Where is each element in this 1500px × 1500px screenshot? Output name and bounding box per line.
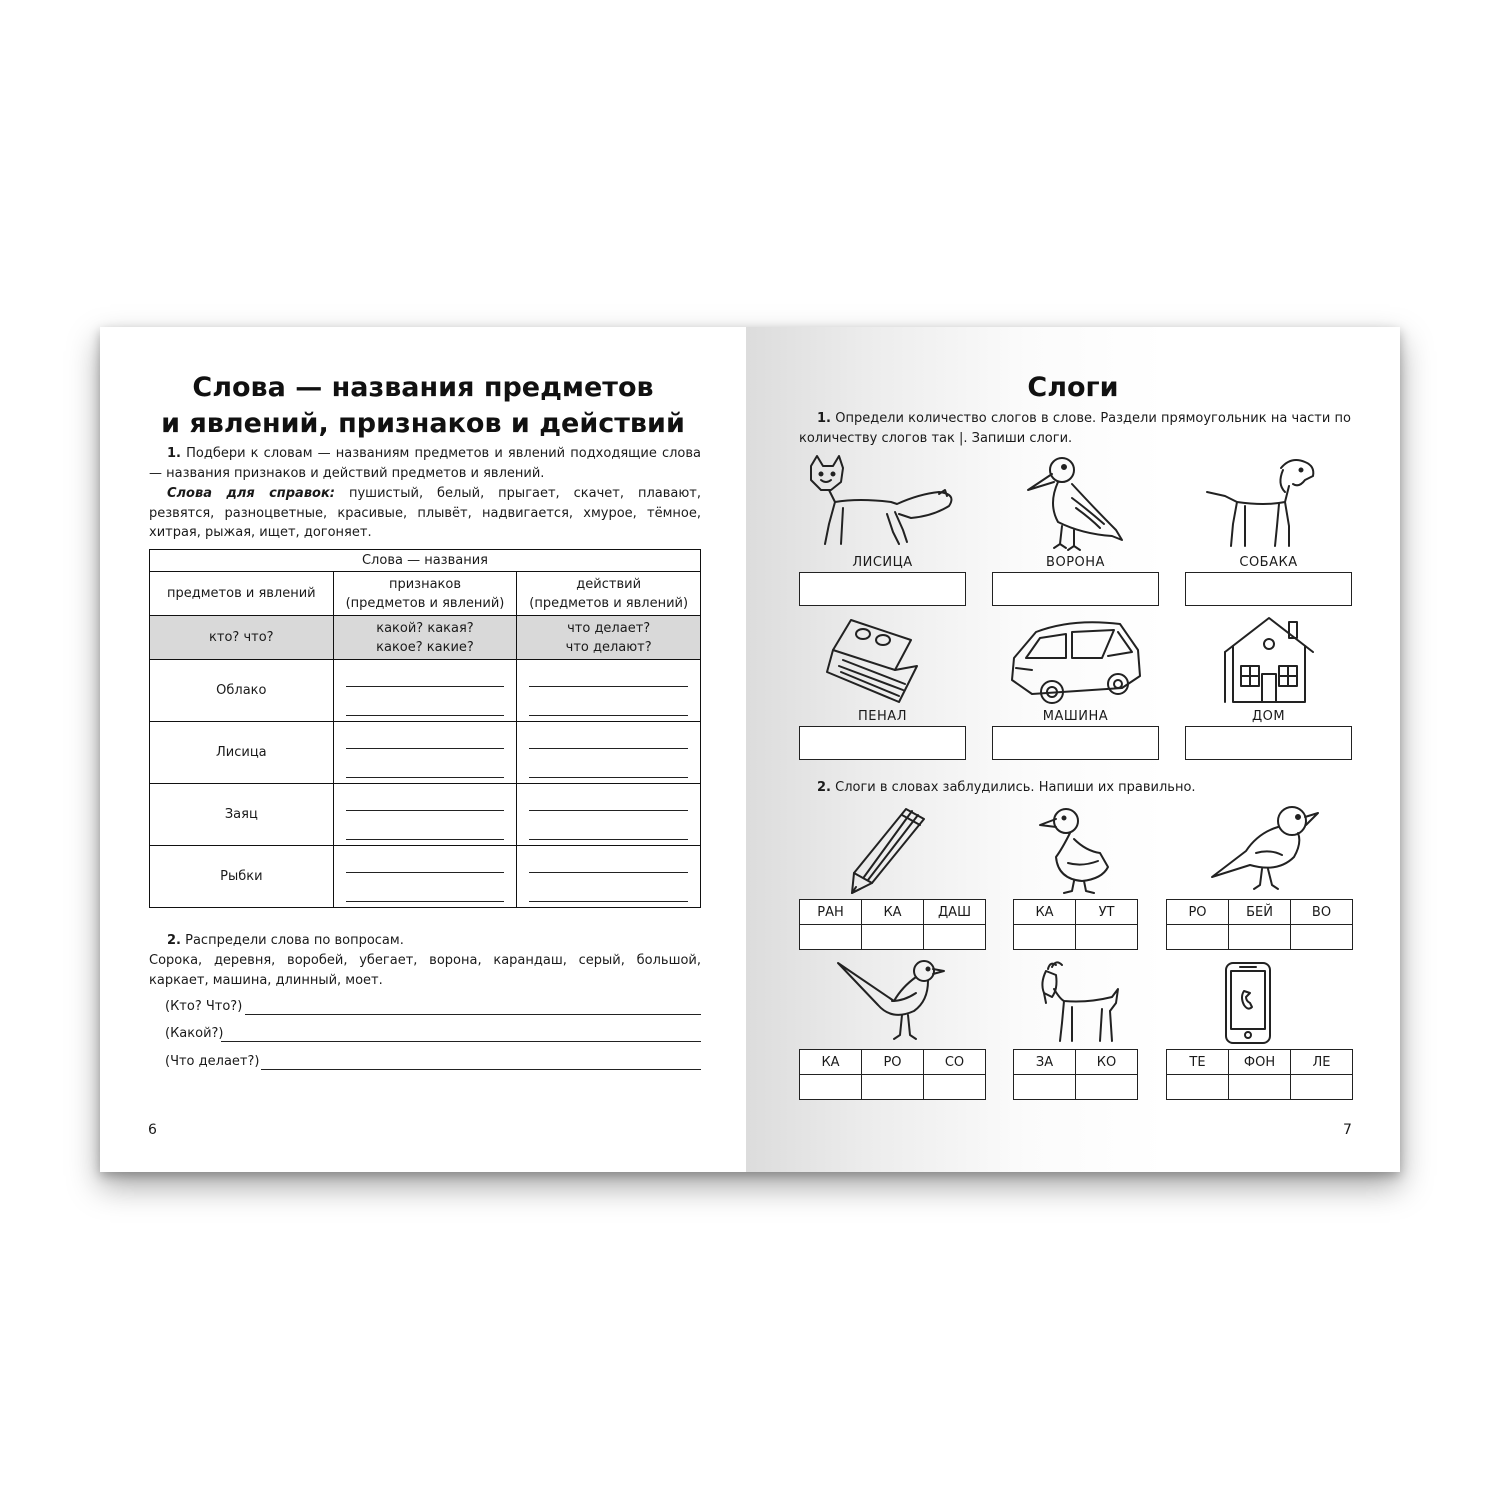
- question-cell: кто? что?: [150, 616, 334, 660]
- word-label: ПЕНАЛ: [858, 709, 907, 724]
- syllable: КА: [862, 900, 924, 925]
- question-text: что делает?: [567, 620, 651, 636]
- syllable: РАН: [800, 900, 862, 925]
- word-label: ВОРОНА: [1046, 555, 1105, 570]
- answer-cell[interactable]: [800, 1075, 862, 1100]
- word-card-pencil-case: [799, 610, 966, 760]
- answer-line-who[interactable]: [165, 999, 701, 1019]
- question-text: какой? какая?: [376, 620, 474, 636]
- page-title: [100, 370, 746, 442]
- answer-rule[interactable]: [245, 1014, 701, 1015]
- word-label: ЛИСИЦА: [852, 555, 913, 570]
- pencil-icon: [842, 805, 942, 897]
- header-subtext: (предметов и явлений): [529, 595, 689, 611]
- row-word: Заяц: [150, 784, 334, 846]
- table-row: [150, 846, 701, 908]
- task-text: Распредели слова по вопросам.: [185, 933, 404, 948]
- syllable: РО: [1167, 900, 1229, 925]
- answer-rule[interactable]: [221, 1041, 701, 1042]
- row-word: Облако: [150, 660, 334, 722]
- syllable: КА: [1014, 900, 1076, 925]
- task-text: Подбери к словам — названиям предметов и явлений подходящие слова — названия признаков и действий предметов и явлений.: [149, 446, 701, 481]
- goat-icon: [1030, 959, 1130, 1049]
- answer-cell[interactable]: [517, 846, 701, 908]
- syllable-grid-goat: [1013, 1049, 1138, 1100]
- task-number: 1.: [817, 411, 831, 426]
- reference-label: Слова для справок:: [167, 486, 336, 501]
- column-header-actions: [517, 572, 701, 616]
- table-header: Слова — названия: [150, 550, 701, 572]
- task-text: Определи количество слогов в слове. Раздели прямоугольник на части по количеству слогов так |. Запиши слоги.: [799, 411, 1351, 446]
- answer-cell[interactable]: [1014, 925, 1076, 950]
- answer-cell[interactable]: [924, 925, 986, 950]
- header-subtext: (предметов и явлений): [345, 595, 505, 611]
- answer-line-which[interactable]: [165, 1026, 701, 1046]
- word-label: СОБАКА: [1239, 555, 1298, 570]
- magpie-icon: [832, 957, 952, 1049]
- task2-instruction: [149, 931, 701, 951]
- task-number: 2.: [817, 780, 831, 795]
- syllable: БЕЙ: [1229, 900, 1291, 925]
- syllable-box[interactable]: [992, 726, 1159, 760]
- word-card-house: [1185, 610, 1352, 760]
- answer-cell[interactable]: [1014, 1075, 1076, 1100]
- word-card-car: [992, 610, 1159, 760]
- phone-icon: [1222, 961, 1282, 1045]
- syllable: ДАШ: [924, 900, 986, 925]
- table-row: [150, 660, 701, 722]
- page-number: 7: [1343, 1122, 1352, 1138]
- syllable: КО: [1076, 1050, 1138, 1075]
- header-text: признаков: [388, 576, 461, 592]
- table-row: [150, 784, 701, 846]
- syllable-grid-duck: [1013, 899, 1138, 950]
- answer-cell[interactable]: [1167, 1075, 1229, 1100]
- syllable-grid-sparrow: [1166, 899, 1353, 950]
- task2-instruction: [799, 778, 1351, 798]
- answer-cell[interactable]: [333, 722, 517, 784]
- syllable-grid-phone: [1166, 1049, 1353, 1100]
- dog-icon: [1185, 454, 1352, 554]
- question-label: (Какой?): [165, 1026, 224, 1041]
- question-text: что делают?: [565, 639, 652, 655]
- book-spread: [100, 327, 1400, 1172]
- question-label: (Кто? Что?): [165, 999, 243, 1014]
- task-number: 2.: [167, 933, 181, 948]
- word-card-crow: [992, 454, 1159, 606]
- syllable: ФОН: [1229, 1050, 1291, 1075]
- right-page: [746, 327, 1400, 1172]
- answer-cell[interactable]: [1291, 1075, 1353, 1100]
- task2-words: Сорока, деревня, воробей, убегает, ворона, карандаш, серый, большой, каркает, машина, длинный, моет.: [149, 953, 701, 988]
- syllable-box[interactable]: [1185, 572, 1352, 606]
- sparrow-icon: [1206, 803, 1336, 895]
- answer-cell[interactable]: [862, 1075, 924, 1100]
- answer-cell[interactable]: [333, 660, 517, 722]
- header-text: действий: [576, 576, 642, 592]
- answer-line-does[interactable]: [165, 1054, 701, 1074]
- answer-cell[interactable]: [333, 784, 517, 846]
- crow-icon: [992, 454, 1159, 554]
- syllable-box[interactable]: [992, 572, 1159, 606]
- answer-cell[interactable]: [800, 925, 862, 950]
- syllable: ЛЕ: [1291, 1050, 1353, 1075]
- row-word: Рыбки: [150, 846, 334, 908]
- table-row: [150, 722, 701, 784]
- answer-cell[interactable]: [1076, 1075, 1138, 1100]
- syllable: ТЕ: [1167, 1050, 1229, 1075]
- page-number: 6: [148, 1122, 157, 1138]
- reference-list: пушистый, белый, прыгает, скачет, плавают, резвятся, разноцветные, красивые, плывёт, надвигается, хмурое, тёмное, хитрая, рыжая, ищет, догоняет.: [149, 486, 702, 540]
- syllable-grid-magpie: [799, 1049, 986, 1100]
- word-card-dog: [1185, 454, 1352, 606]
- answer-cell[interactable]: [1167, 925, 1229, 950]
- syllable: РО: [862, 1050, 924, 1075]
- answer-cell[interactable]: [1291, 925, 1353, 950]
- pencil-case-icon: [799, 610, 966, 708]
- page-title: Слоги: [1027, 372, 1119, 403]
- title-line-2: и явлений, признаков и действий: [161, 408, 685, 439]
- syllable: СО: [924, 1050, 986, 1075]
- words-table: [149, 549, 701, 908]
- reference-words: [149, 484, 701, 543]
- answer-cell[interactable]: [1076, 925, 1138, 950]
- column-header-objects: предметов и явлений: [150, 572, 334, 616]
- syllable: ЗА: [1014, 1050, 1076, 1075]
- syllable: ВО: [1291, 900, 1353, 925]
- car-icon: [992, 610, 1159, 708]
- syllable-box[interactable]: [799, 572, 966, 606]
- title-line-1: Слова — названия предметов: [192, 372, 654, 403]
- answer-cell[interactable]: [924, 1075, 986, 1100]
- answer-cell[interactable]: [1229, 1075, 1291, 1100]
- answer-cell[interactable]: [333, 846, 517, 908]
- question-text: какое? какие?: [376, 639, 474, 655]
- answer-rule[interactable]: [261, 1069, 701, 1070]
- question-cell: [333, 616, 517, 660]
- task-number: 1.: [167, 446, 181, 461]
- fox-icon: [799, 454, 966, 554]
- duck-icon: [1028, 803, 1118, 897]
- syllable: КА: [800, 1050, 862, 1075]
- word-card-fox: [799, 454, 966, 606]
- answer-cell[interactable]: [517, 722, 701, 784]
- task1-instruction: [149, 444, 701, 483]
- row-word: Лисица: [150, 722, 334, 784]
- task-text: Слоги в словах заблудились. Напиши их правильно.: [835, 780, 1196, 795]
- column-header-attributes: [333, 572, 517, 616]
- question-cell: [517, 616, 701, 660]
- answer-cell[interactable]: [1229, 925, 1291, 950]
- question-label: (Что делает?): [165, 1054, 260, 1069]
- syllable-grid-pencil: [799, 899, 986, 950]
- left-page: [100, 327, 746, 1172]
- answer-cell[interactable]: [517, 660, 701, 722]
- word-label: ДОМ: [1251, 709, 1286, 724]
- answer-cell[interactable]: [862, 925, 924, 950]
- word-label: МАШИНА: [1042, 709, 1109, 724]
- task1-instruction: [799, 409, 1351, 448]
- syllable: УТ: [1076, 900, 1138, 925]
- answer-cell[interactable]: [517, 784, 701, 846]
- house-icon: [1185, 610, 1352, 708]
- syllable-box[interactable]: [799, 726, 966, 760]
- syllable-box[interactable]: [1185, 726, 1352, 760]
